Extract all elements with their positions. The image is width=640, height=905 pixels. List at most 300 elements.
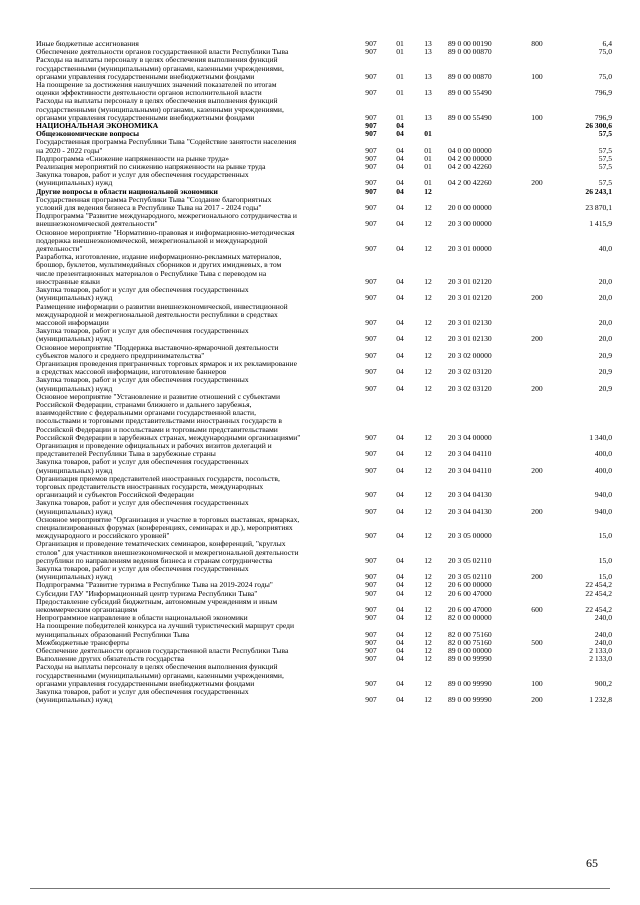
amount: 20,0 [598, 276, 612, 286]
row-name-line: государственными (муниципальными) органами, казенными учреждениями, [36, 63, 284, 73]
section-code: 04 [396, 145, 404, 155]
row-name-line: Предоставление субсидий бюджетным, автономным учреждениям и иным [36, 597, 278, 606]
subsection-code: 01 [424, 162, 432, 172]
ved-code: 907 [365, 629, 377, 639]
target-article-code: 20 3 05 02110 [448, 555, 492, 565]
row-name-line: Непрограммное направление в области национальной экономики [36, 614, 248, 623]
target-article-code: 20 3 01 02130 [448, 317, 492, 327]
table-row [36, 458, 612, 474]
subsection-code: 12 [424, 432, 432, 442]
ved-code: 907 [365, 580, 377, 590]
subsection-code: 01 [424, 178, 432, 188]
amount: 1 232,8 [589, 695, 612, 705]
subsection-code: 12 [424, 334, 432, 344]
ved-code: 907 [365, 186, 377, 196]
ved-code: 907 [365, 572, 377, 582]
subsection-code: 12 [424, 555, 432, 565]
row-name [36, 499, 356, 515]
ved-code: 907 [365, 129, 377, 139]
ved-code: 907 [365, 637, 377, 647]
subsection-code: 12 [424, 219, 432, 229]
section-code: 04 [396, 572, 404, 582]
target-article-code: 20 0 00 00000 [448, 203, 492, 213]
subsection-code: 12 [424, 276, 432, 286]
subsection-code: 12 [424, 186, 432, 196]
target-article-code: 20 3 00 00000 [448, 219, 492, 229]
amount: 23 870,1 [585, 203, 612, 213]
row-name-line: Обеспечение деятельности органов государственной власти Республики Тыва [36, 647, 289, 656]
amount: 2 133,0 [589, 654, 612, 664]
row-name-line: (муниципальных) нужд [36, 506, 113, 516]
expense-type-code: 200 [531, 572, 543, 582]
amount: 15,0 [598, 531, 612, 541]
amount: 940,0 [594, 490, 612, 500]
row-name-line: в средствах массовой информации, изготовление баннеров [36, 367, 227, 377]
row-name-line: органами управления государственными внебюджетными фондами [36, 678, 255, 688]
row-name-line: Закупка товаров, работ и услуг для обеспечения государственных [36, 327, 249, 336]
row-name-line: посольствами и торговыми представительствами иностранных государств в [36, 416, 282, 426]
row-name-line: Основное мероприятие "Нормативно-правовая и информационно-методическая [36, 228, 295, 237]
target-article-code: 89 0 00 55490 [448, 112, 492, 122]
row-name-line: Разработка, изготовление, издание информационно-рекламных материалов, [36, 253, 282, 262]
row-name [36, 655, 356, 663]
expense-type-code: 600 [531, 605, 543, 615]
row-name-line: оценки эффективности деятельности органов исполнительной власти [36, 88, 262, 98]
row-name-line: Расходы на выплаты персоналу в целях обеспечения выполнения функций [36, 663, 278, 672]
subsection-code: 12 [424, 637, 432, 647]
target-article-code: 89 0 00 00870 [448, 71, 492, 81]
target-article-code: 20 3 05 02110 [448, 572, 492, 582]
ved-code: 907 [365, 39, 377, 48]
expense-type-code: 100 [531, 112, 543, 122]
row-name-line: органами управления государственными внебюджетными фондами [36, 71, 255, 81]
ved-code: 907 [365, 244, 377, 254]
row-name-line: (муниципальных) нужд [36, 334, 113, 344]
row-name-line: Подпрограмма "Развитие туризма в Республике Тыва на 2019-2024 годы" [36, 581, 273, 590]
row-name-line: Расходы на выплаты персоналу в целях обеспечения выполнения функций [36, 97, 278, 106]
ved-code: 907 [365, 276, 377, 286]
table-row [36, 475, 612, 500]
target-article-code: 20 3 04 04110 [448, 449, 492, 459]
row-name-line: Подпрограмма «Снижение напряженности на рынке труда» [36, 154, 230, 163]
subsection-code: 12 [424, 572, 432, 582]
row-name-line: Государственная программа Республики Тыва "Содействие занятости населения [36, 138, 297, 147]
row-name-line: Другие вопросы в области национальной экономики [36, 187, 218, 196]
table-row [36, 303, 612, 328]
subsection-code: 12 [424, 629, 432, 639]
target-article-code: 89 0 00 99990 [448, 654, 492, 664]
section-code: 04 [396, 531, 404, 541]
subsection-code: 12 [424, 350, 432, 360]
amount: 40,0 [598, 244, 612, 254]
amount: 1 340,0 [589, 432, 612, 442]
table-row [36, 598, 612, 614]
subsection-code: 12 [424, 695, 432, 705]
section-code: 04 [396, 121, 404, 131]
ved-code: 907 [365, 145, 377, 155]
row-name-line: взаимодействие с федеральными органами государственной власти, [36, 408, 257, 418]
row-name-line: На поощрение за достижения наилучших значений показателей по итогам [36, 81, 277, 90]
target-article-code: 20 3 04 04130 [448, 506, 492, 516]
section-code: 04 [396, 162, 404, 172]
row-name [36, 48, 356, 56]
row-name [36, 229, 356, 254]
table-row [36, 590, 612, 598]
table-row [36, 81, 612, 97]
section-code: 04 [396, 317, 404, 327]
ved-code: 907 [365, 162, 377, 172]
row-name [36, 56, 356, 81]
subsection-code: 12 [424, 317, 432, 327]
row-name-line: Закупка товаров, работ и услуг для обеспечения государственных [36, 286, 249, 295]
row-name-line: Основное мероприятие "Поддержка выставочно-ярмарочной деятельности [36, 343, 279, 352]
section-code: 04 [396, 605, 404, 615]
target-article-code: 20 3 01 00000 [448, 244, 492, 254]
amount: 22 454,2 [585, 605, 612, 615]
table-row [36, 40, 612, 48]
ved-code: 907 [365, 88, 377, 98]
row-name-line: Подпрограмма "Развитие международного, межрегионального сотрудничества и [36, 212, 297, 221]
table-row [36, 188, 612, 196]
row-name [36, 360, 356, 376]
row-name-line: (муниципальных) нужд [36, 178, 113, 188]
ved-code: 907 [365, 350, 377, 360]
ved-code: 907 [365, 465, 377, 475]
table-row [36, 376, 612, 392]
row-name-line: международной и межрегиональной деятельности республики в средствах [36, 309, 278, 319]
row-name [36, 622, 356, 638]
target-article-code: 20 3 01 02120 [448, 276, 492, 286]
table-row [36, 229, 612, 254]
section-code: 04 [396, 588, 404, 598]
row-name [36, 303, 356, 328]
target-article-code: 89 0 00 99990 [448, 695, 492, 705]
row-name-line: Иные бюджетные ассигнования [36, 40, 139, 48]
ved-code: 907 [365, 588, 377, 598]
subsection-code: 12 [424, 588, 432, 598]
section-code: 04 [396, 219, 404, 229]
section-code: 04 [396, 695, 404, 705]
target-article-code: 89 0 00 00190 [448, 39, 492, 48]
table-row [36, 196, 612, 212]
amount: 26 300,6 [585, 121, 612, 131]
row-name-line: Российской Федерации в зарубежных странах, международными организациями" [36, 432, 301, 442]
page-number: 65 [586, 856, 598, 870]
target-article-code: 04 2 00 00000 [448, 153, 492, 163]
target-article-code: 20 3 04 00000 [448, 432, 492, 442]
section-code: 04 [396, 334, 404, 344]
amount: 57,5 [598, 145, 612, 155]
expense-type-code: 800 [531, 39, 543, 48]
target-article-code: 20 6 00 00000 [448, 580, 492, 590]
row-name [36, 138, 356, 154]
row-name-line: Закупка товаров, работ и услуг для обеспечения государственных [36, 565, 249, 573]
section-code: 04 [396, 449, 404, 459]
row-name [36, 590, 356, 598]
table-row [36, 393, 612, 442]
row-name-line: Реализация мероприятий по снижению напряженности на рынке труда [36, 163, 266, 172]
row-name-line: столов" для участников внешнеэкономической и межрегиональной деятельности [36, 547, 299, 557]
ved-code: 907 [365, 293, 377, 303]
row-name-line: деятельности" [36, 244, 83, 254]
target-article-code: 82 0 00 75160 [448, 637, 492, 647]
row-name [36, 540, 356, 565]
row-name [36, 97, 356, 122]
ved-code: 907 [365, 646, 377, 656]
row-name-line: (муниципальных) нужд [36, 293, 113, 303]
amount: 240,0 [594, 637, 612, 647]
ved-code: 907 [365, 71, 377, 81]
target-article-code: 89 0 00 99990 [448, 678, 492, 688]
section-code: 04 [396, 276, 404, 286]
table-row [36, 622, 612, 638]
row-name-line: Основное мероприятие "Организация и участие в торговых выставках, ярмарках, [36, 515, 300, 524]
row-name [36, 458, 356, 474]
ved-code: 907 [365, 112, 377, 122]
row-name-line: государственными (муниципальными) органами, казенными учреждениями, [36, 104, 284, 114]
section-code: 04 [396, 244, 404, 254]
row-name [36, 376, 356, 392]
row-name-line: республики по направлениям ведения бизнеса и странам сотрудничества [36, 555, 273, 565]
subsection-code: 13 [424, 71, 432, 81]
ved-code: 907 [365, 449, 377, 459]
target-article-code: 89 0 00 00000 [448, 646, 492, 656]
table-row [36, 516, 612, 541]
row-name [36, 171, 356, 187]
section-code: 04 [396, 432, 404, 442]
row-name-line: (муниципальных) нужд [36, 383, 113, 393]
amount: 400,0 [594, 465, 612, 475]
ved-code: 907 [365, 219, 377, 229]
row-name [36, 688, 356, 704]
row-name-line: Закупка товаров, работ и услуг для обеспечения государственных [36, 688, 249, 697]
row-name-line: торговых представительств иностранных государств, международных [36, 481, 264, 491]
section-code: 01 [396, 47, 404, 57]
row-name-line: Межбюджетные трансферты [36, 638, 129, 647]
row-name-line: (муниципальных) нужд [36, 572, 113, 582]
amount: 900,2 [594, 678, 612, 688]
target-article-code: 04 0 00 00000 [448, 145, 492, 155]
row-name [36, 253, 356, 286]
subsection-code: 12 [424, 646, 432, 656]
target-article-code: 20 3 02 03120 [448, 383, 492, 393]
table-row [36, 344, 612, 360]
table-row [36, 56, 612, 81]
table-row [36, 639, 612, 647]
subsection-code: 12 [424, 449, 432, 459]
subsection-code: 13 [424, 112, 432, 122]
row-name-line: Общеэкономические вопросы [36, 130, 140, 139]
amount: 22 454,2 [585, 588, 612, 598]
section-code: 04 [396, 555, 404, 565]
amount: 22 454,2 [585, 580, 612, 590]
row-name [36, 327, 356, 343]
row-name [36, 81, 356, 97]
table-row [36, 163, 612, 171]
row-name [36, 516, 356, 541]
ved-code: 907 [365, 678, 377, 688]
amount: 20,9 [598, 367, 612, 377]
row-name-line: Организация и проведение тематических семинаров, конференций, "круглых [36, 540, 286, 549]
table-row [36, 565, 612, 581]
table-row [36, 360, 612, 376]
section-code: 01 [396, 88, 404, 98]
section-code: 01 [396, 71, 404, 81]
target-article-code: 20 3 02 03120 [448, 367, 492, 377]
row-name-line: международного и российского уровней" [36, 531, 170, 541]
row-name-line: организаций и субъектов Российской Федерации [36, 490, 194, 500]
expense-type-code: 200 [531, 383, 543, 393]
row-name-line: Закупка товаров, работ и услуг для обеспечения государственных [36, 171, 249, 180]
section-code: 04 [396, 506, 404, 516]
table-row [36, 138, 612, 154]
amount: 20,9 [598, 350, 612, 360]
expense-type-code: 200 [531, 695, 543, 705]
ved-code: 907 [365, 654, 377, 664]
row-name-line: Размещение информации о развитии внешнеэкономической, инвестиционной [36, 302, 288, 311]
target-article-code: 20 6 00 47000 [448, 588, 492, 598]
target-article-code: 82 0 00 75160 [448, 629, 492, 639]
table-row [36, 442, 612, 458]
target-article-code: 20 3 04 04130 [448, 490, 492, 500]
table-row [36, 540, 612, 565]
section-code: 04 [396, 129, 404, 139]
row-name-line: некоммерческим организациям [36, 605, 138, 615]
row-name-line: На поощрение победителей конкурса на лучший туристический маршрут среди [36, 622, 295, 631]
table-row [36, 155, 612, 163]
section-code: 04 [396, 293, 404, 303]
row-name-line: Закупка товаров, работ и услуг для обеспечения государственных [36, 499, 249, 508]
ved-code: 907 [365, 178, 377, 188]
subsection-code: 01 [424, 129, 432, 139]
table-row [36, 647, 612, 655]
row-name [36, 188, 356, 196]
section-code: 04 [396, 186, 404, 196]
subsection-code: 12 [424, 244, 432, 254]
section-code: 04 [396, 580, 404, 590]
row-name-line: поддержка внешнеэкономической, межрегиональной и международной [36, 235, 268, 245]
row-name-line: числе презентационных материалов о Республике Тыва с переводом на [36, 268, 267, 278]
table-row [36, 212, 612, 228]
section-code: 04 [396, 178, 404, 188]
subsection-code: 13 [424, 88, 432, 98]
amount: 20,0 [598, 334, 612, 344]
target-article-code: 20 3 02 00000 [448, 350, 492, 360]
ved-code: 907 [365, 506, 377, 516]
row-name-line: массовой информации [36, 317, 109, 327]
row-name-line: условий для ведения бизнеса в Республике Тыва на 2017 - 2024 годы" [36, 203, 262, 213]
table-row [36, 614, 612, 622]
ved-code: 907 [365, 613, 377, 623]
row-name-line: Организация приемов представителей иностранных государств, посольств, [36, 474, 280, 483]
row-name [36, 581, 356, 589]
ved-code: 907 [365, 555, 377, 565]
row-name-line: государственными (муниципальными) органами, казенными учреждениями, [36, 670, 284, 680]
row-name [36, 212, 356, 228]
table-row [36, 253, 612, 286]
ved-code: 907 [365, 317, 377, 327]
row-name-line: представителей Республики Тыва в зарубежные страны [36, 449, 216, 459]
target-article-code: 20 3 04 04110 [448, 465, 492, 475]
table-row [36, 655, 612, 663]
table-row [36, 499, 612, 515]
row-name-line: Государственная программа Республики Тыва "Создание благоприятных [36, 195, 272, 204]
amount: 57,5 [598, 153, 612, 163]
row-name [36, 565, 356, 581]
budget-table [36, 40, 612, 704]
row-name [36, 40, 356, 48]
table-row [36, 171, 612, 187]
section-code: 04 [396, 350, 404, 360]
section-code: 04 [396, 203, 404, 213]
ved-code: 907 [365, 367, 377, 377]
section-code: 01 [396, 112, 404, 122]
section-code: 04 [396, 153, 404, 163]
row-name-line: Выполнение других обязательств государства [36, 655, 185, 664]
section-code: 04 [396, 646, 404, 656]
subsection-code: 12 [424, 383, 432, 393]
ved-code: 907 [365, 334, 377, 344]
row-name-line: субъектов малого и среднего предпринимательства" [36, 350, 205, 360]
row-name [36, 639, 356, 647]
row-name [36, 130, 356, 138]
row-name [36, 614, 356, 622]
row-name [36, 663, 356, 688]
subsection-code: 12 [424, 580, 432, 590]
ved-code: 907 [365, 605, 377, 615]
row-name [36, 163, 356, 171]
target-article-code: 82 0 00 00000 [448, 613, 492, 623]
ved-code: 907 [365, 153, 377, 163]
ved-code: 907 [365, 203, 377, 213]
expense-type-code: 200 [531, 334, 543, 344]
row-name [36, 393, 356, 442]
subsection-code: 12 [424, 678, 432, 688]
section-code: 04 [396, 465, 404, 475]
expense-type-code: 200 [531, 178, 543, 188]
section-code: 04 [396, 490, 404, 500]
target-article-code: 20 3 01 02130 [448, 334, 492, 344]
row-name-line: Закупка товаров, работ и услуг для обеспечения государственных [36, 376, 249, 385]
row-name [36, 286, 356, 302]
table-row [36, 327, 612, 343]
expense-type-code: 200 [531, 465, 543, 475]
subsection-code: 01 [424, 145, 432, 155]
ved-code: 907 [365, 47, 377, 57]
target-article-code: 89 0 00 55490 [448, 88, 492, 98]
amount: 20,9 [598, 383, 612, 393]
row-name [36, 155, 356, 163]
row-name-line: Российской Федерации и посольствами и торговыми представительствами [36, 424, 278, 434]
row-name-line: НАЦИОНАЛЬНАЯ ЭКОНОМИКА [36, 122, 159, 131]
subsection-code: 12 [424, 465, 432, 475]
subsection-code: 12 [424, 605, 432, 615]
ved-code: 907 [365, 531, 377, 541]
ved-code: 907 [365, 383, 377, 393]
row-name-line: Субсидии ГАУ "Информационный центр туризма Республики Тыва" [36, 589, 258, 598]
expense-type-code: 200 [531, 506, 543, 516]
row-name-line: на 2020 - 2022 годы" [36, 145, 103, 155]
row-name [36, 442, 356, 458]
row-name-line: внешнеэкономической деятельности" [36, 219, 158, 229]
amount: 940,0 [594, 506, 612, 516]
amount: 57,5 [598, 162, 612, 172]
row-name-line: (муниципальных) нужд [36, 465, 113, 475]
target-article-code: 20 3 01 02120 [448, 293, 492, 303]
target-article-code: 20 3 05 00000 [448, 531, 492, 541]
table-row [36, 97, 612, 122]
row-name-line: муниципальных образований Республики Тыва [36, 629, 190, 639]
